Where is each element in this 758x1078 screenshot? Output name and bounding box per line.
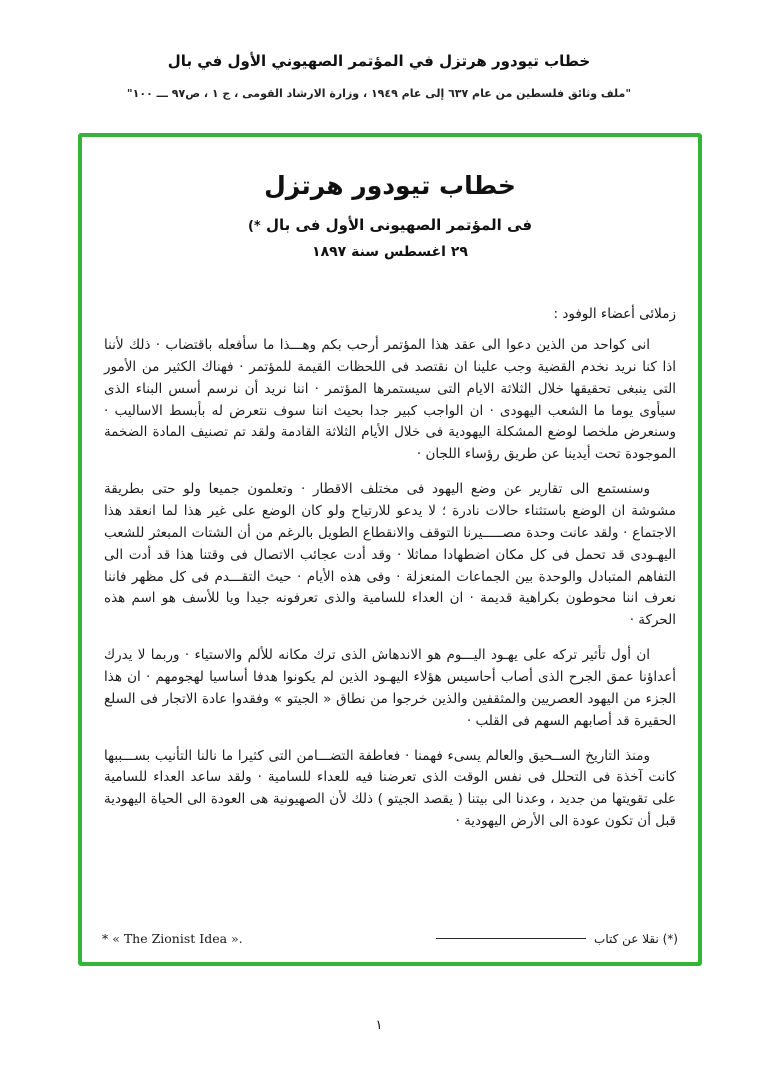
- document-date: ٢٩ اغسطس سنة ١٨٩٧: [312, 244, 468, 260]
- footnote-separator-line: [436, 938, 586, 939]
- body-paragraph: انى كواحد من الذين دعوا الى عقد هذا المؤتمر أرحب بكم وهـــذا ما سأفعله باقتضاب · ذلك لأننا اذا كنا نريد نخدم القضية وجب علينا ان نقتصد فى اللحظات القيمة للمؤتمر · فهناك الكثير من الأمور التى ينبغى تحقيقها خلال الثلاثة الايام التى سيستمرها المؤتمر · اننا نريد أن نرسم أسس البناء الذى سيأوى يوما ما الشعب اليهودى · ان الواجب كبير جدا بحيث اننا سوف نتعرض له بأبسط الاساليب · وسنعرض ملخصا لوضع المشكلة اليهودية فى خلال الأيام الثلاثة القادمة ولقد تم تصنيف المادة الضخمة الموجودة تحت أيدينا عن طريق رؤساء اللجان ·: [104, 337, 676, 463]
- footnote-row: [102, 931, 678, 946]
- page-number: ١: [375, 1018, 383, 1033]
- footnote-reference-marker: (*: [247, 219, 261, 234]
- page-header-source: "ملف وثائق فلسطين من عام ٦٣٧ إلى عام ١٩٤٩ ، وزارة الارشاد القومى ، ج ١ ، ص٩٧ ـــ ١٠٠": [126, 87, 632, 100]
- body-paragraph: وسنستمع الى تقارير عن وضع اليهود فى مختلف الاقطار · وتعلمون جميعا ولو حتى بطريقة مشوشة ان الوضع باستثناء حالات نادرة ؛ لا يدعو للارتياح ولو كان الوضع على غير هذا لما انعقد هذا الاجتماع · ولقد عانت وحدة مصـــــيرنا التوقف والانقطاع الطويل بالرغم من أن الشتات المبعثر للشعب اليهـودى قد تحمل فى كل مكان اضطهادا مماثلا · وقد أدت عجائب الاتصال فى وقتنا هذا قد أدت الى التفاهم المتبادل والوحدة بين الجماعات المنعزلة · وفى هذه الأيام · حيث التقـــدم فى كل مظهر فاننا نعرف اننا محوطون بكراهية قديمة · ان العداء للسامية والذى تعرفونه جيدا ويا للأسف هو اسم هذه الحركة ·: [104, 481, 676, 629]
- document-subtitle: [104, 216, 676, 234]
- footnote-english: * « The Zionist Idea ».: [102, 931, 243, 946]
- body-paragraph: ومنذ التاريخ الســحيق والعالم يسىء فهمنا · فعاطفة التضـــامن التى كثيرا ما نالنا التأنيب بســـببها كانت آخذة فى التحلل فى نفس الوقت الذى تعرضنا فيه للعداء للسامية · ولقد ساعد العداء للسامية على تقويتها من جديد ، وعدنا الى بيتنا ( يقصد الجيتو ) ذلك لأن الصهيونية هى العودة الى الحياة اليهودية قبل أن تكون عودة الى الأرض اليهودية ·: [104, 747, 676, 830]
- footnote-arabic-wrap: [436, 932, 678, 946]
- document-frame: [78, 133, 702, 966]
- document-subtitle-text: فى المؤتمر الصهيونى الأول فى بال: [265, 216, 533, 234]
- page-header-title: خطاب تيودور هرتزل في المؤتمر الصهيوني الأول في بال: [167, 52, 591, 70]
- body-paragraph: ان أول تأثير تركه على يهـود اليـــوم هو الاندهاش الذى ترك مكانه للألم والاستياء · وربما لا يدرك أعداؤنا عمق الجرح الذى أصاب أحاسيس هؤلاء اليهـود الذين لم يكونوا هدفا أساسيا لهجومهم · ان هذا الجزء من اليهود العصريين والمثقفين والذين خرجوا من نطاق « الجيتو » وفقدوا عادة الاتجار فى السلع الحقيرة قد أصابهم السهم فى القلب ·: [104, 647, 676, 729]
- footnote-arabic: (*) نقلا عن كتاب: [594, 931, 678, 946]
- document-title: خطاب تيودور هرتزل: [264, 171, 516, 200]
- salutation: زملائى أعضاء الوفود :: [553, 306, 676, 322]
